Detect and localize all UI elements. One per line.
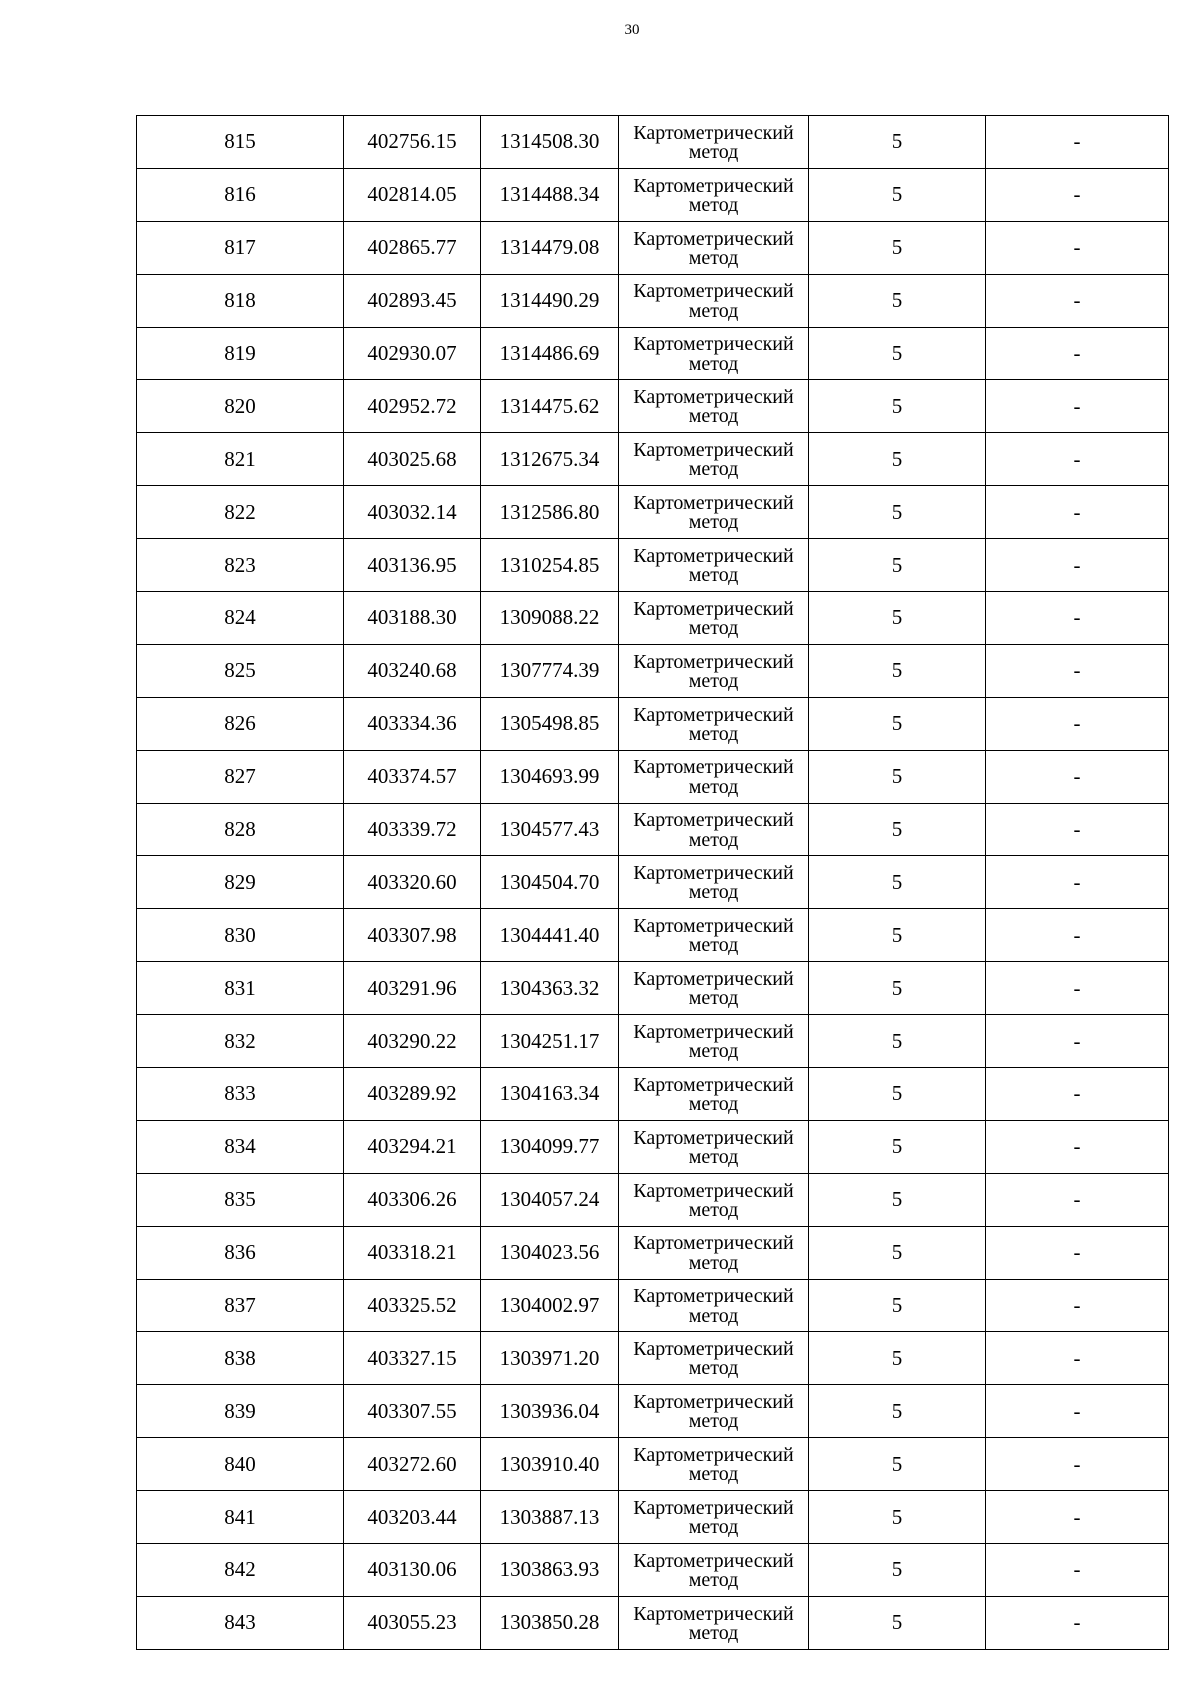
note-cell: - bbox=[986, 1544, 1169, 1597]
method-cell bbox=[619, 168, 809, 221]
method-line-1: Картометрический bbox=[633, 333, 794, 356]
y-coordinate-cell: 1312675.34 bbox=[481, 433, 619, 486]
point-number-cell: 828 bbox=[137, 803, 344, 856]
accuracy-cell: 5 bbox=[809, 1015, 986, 1068]
method-cell bbox=[619, 221, 809, 274]
table-row bbox=[137, 1015, 1169, 1068]
table-row bbox=[137, 1173, 1169, 1226]
accuracy-cell: 5 bbox=[809, 433, 986, 486]
point-number-cell: 815 bbox=[137, 116, 344, 169]
note-cell: - bbox=[986, 1015, 1169, 1068]
y-coordinate-cell: 1304099.77 bbox=[481, 1120, 619, 1173]
y-coordinate-cell: 1304023.56 bbox=[481, 1226, 619, 1279]
method-line-2: метод bbox=[688, 987, 739, 1010]
accuracy-cell: 5 bbox=[809, 1279, 986, 1332]
method-cell bbox=[619, 1015, 809, 1068]
method-cell bbox=[619, 1226, 809, 1279]
accuracy-cell: 5 bbox=[809, 592, 986, 645]
method-cell bbox=[619, 1173, 809, 1226]
point-number-cell: 840 bbox=[137, 1438, 344, 1491]
point-number-cell: 824 bbox=[137, 592, 344, 645]
method-cell bbox=[619, 1385, 809, 1438]
method-line-2: метод bbox=[688, 1198, 739, 1221]
method-line-1: Картометрический bbox=[633, 1391, 794, 1414]
x-coordinate-cell: 403289.92 bbox=[344, 1068, 481, 1121]
point-number-cell: 821 bbox=[137, 433, 344, 486]
method-cell bbox=[619, 856, 809, 909]
accuracy-cell: 5 bbox=[809, 1491, 986, 1544]
table-row bbox=[137, 1596, 1169, 1649]
method-cell bbox=[619, 539, 809, 592]
method-cell bbox=[619, 1279, 809, 1332]
y-coordinate-cell: 1303887.13 bbox=[481, 1491, 619, 1544]
table-row bbox=[137, 539, 1169, 592]
method-line-1: Картометрический bbox=[633, 1020, 794, 1043]
accuracy-cell: 5 bbox=[809, 1438, 986, 1491]
x-coordinate-cell: 403291.96 bbox=[344, 962, 481, 1015]
method-cell bbox=[619, 592, 809, 645]
point-number-cell: 819 bbox=[137, 327, 344, 380]
method-line-1: Картометрический bbox=[633, 756, 794, 779]
note-cell: - bbox=[986, 168, 1169, 221]
note-cell: - bbox=[986, 1385, 1169, 1438]
method-line-1: Картометрический bbox=[633, 1179, 794, 1202]
method-line-2: метод bbox=[688, 775, 739, 798]
y-coordinate-cell: 1304441.40 bbox=[481, 909, 619, 962]
method-line-2: метод bbox=[688, 828, 739, 851]
point-number-cell: 817 bbox=[137, 221, 344, 274]
point-number-cell: 841 bbox=[137, 1491, 344, 1544]
point-number-cell: 831 bbox=[137, 962, 344, 1015]
x-coordinate-cell: 402952.72 bbox=[344, 380, 481, 433]
table-row bbox=[137, 1279, 1169, 1332]
note-cell: - bbox=[986, 1068, 1169, 1121]
method-line-2: метод bbox=[688, 352, 739, 375]
method-cell bbox=[619, 433, 809, 486]
table-row bbox=[137, 380, 1169, 433]
accuracy-cell: 5 bbox=[809, 1596, 986, 1649]
note-cell: - bbox=[986, 1491, 1169, 1544]
accuracy-cell: 5 bbox=[809, 1120, 986, 1173]
point-number-cell: 835 bbox=[137, 1173, 344, 1226]
x-coordinate-cell: 403339.72 bbox=[344, 803, 481, 856]
x-coordinate-cell: 403334.36 bbox=[344, 697, 481, 750]
method-line-2: метод bbox=[688, 1357, 739, 1380]
table-row bbox=[137, 486, 1169, 539]
accuracy-cell: 5 bbox=[809, 1226, 986, 1279]
y-coordinate-cell: 1304002.97 bbox=[481, 1279, 619, 1332]
note-cell: - bbox=[986, 116, 1169, 169]
method-line-1: Картометрический bbox=[633, 703, 794, 726]
y-coordinate-cell: 1307774.39 bbox=[481, 644, 619, 697]
note-cell: - bbox=[986, 327, 1169, 380]
method-cell bbox=[619, 1596, 809, 1649]
method-line-1: Картометрический bbox=[633, 1073, 794, 1096]
x-coordinate-cell: 403307.98 bbox=[344, 909, 481, 962]
x-coordinate-cell: 403025.68 bbox=[344, 433, 481, 486]
method-line-1: Картометрический bbox=[633, 174, 794, 197]
note-cell: - bbox=[986, 856, 1169, 909]
method-line-2: метод bbox=[688, 669, 739, 692]
accuracy-cell: 5 bbox=[809, 116, 986, 169]
point-number-cell: 842 bbox=[137, 1544, 344, 1597]
method-line-1: Картометрический bbox=[633, 915, 794, 938]
y-coordinate-cell: 1314508.30 bbox=[481, 116, 619, 169]
method-cell bbox=[619, 116, 809, 169]
note-cell: - bbox=[986, 1332, 1169, 1385]
note-cell: - bbox=[986, 1279, 1169, 1332]
y-coordinate-cell: 1303971.20 bbox=[481, 1332, 619, 1385]
note-cell: - bbox=[986, 1226, 1169, 1279]
method-cell bbox=[619, 962, 809, 1015]
method-line-2: метод bbox=[688, 1145, 739, 1168]
note-cell: - bbox=[986, 433, 1169, 486]
accuracy-cell: 5 bbox=[809, 1544, 986, 1597]
method-line-2: метод bbox=[688, 1304, 739, 1327]
note-cell: - bbox=[986, 1173, 1169, 1226]
accuracy-cell: 5 bbox=[809, 750, 986, 803]
x-coordinate-cell: 402865.77 bbox=[344, 221, 481, 274]
method-line-2: метод bbox=[688, 1463, 739, 1486]
method-cell bbox=[619, 1068, 809, 1121]
method-line-1: Картометрический bbox=[633, 1338, 794, 1361]
method-line-1: Картометрический bbox=[633, 1126, 794, 1149]
table-row bbox=[137, 1491, 1169, 1544]
note-cell: - bbox=[986, 380, 1169, 433]
method-line-2: метод bbox=[688, 1568, 739, 1591]
method-line-1: Картометрический bbox=[633, 1496, 794, 1519]
note-cell: - bbox=[986, 539, 1169, 592]
method-line-1: Картометрический bbox=[633, 650, 794, 673]
method-cell bbox=[619, 1332, 809, 1385]
method-cell bbox=[619, 803, 809, 856]
method-cell bbox=[619, 380, 809, 433]
page-number: 30 bbox=[624, 22, 640, 38]
y-coordinate-cell: 1314488.34 bbox=[481, 168, 619, 221]
method-line-2: метод bbox=[688, 1092, 739, 1115]
table-row bbox=[137, 274, 1169, 327]
x-coordinate-cell: 403374.57 bbox=[344, 750, 481, 803]
table-row bbox=[137, 221, 1169, 274]
method-cell bbox=[619, 1491, 809, 1544]
point-number-cell: 823 bbox=[137, 539, 344, 592]
y-coordinate-cell: 1303863.93 bbox=[481, 1544, 619, 1597]
y-coordinate-cell: 1304251.17 bbox=[481, 1015, 619, 1068]
point-number-cell: 837 bbox=[137, 1279, 344, 1332]
method-line-1: Картометрический bbox=[633, 1444, 794, 1467]
note-cell: - bbox=[986, 750, 1169, 803]
method-line-2: метод bbox=[688, 299, 739, 322]
table-row bbox=[137, 856, 1169, 909]
method-line-1: Картометрический bbox=[633, 968, 794, 990]
method-cell bbox=[619, 486, 809, 539]
y-coordinate-cell: 1304163.34 bbox=[481, 1068, 619, 1121]
x-coordinate-cell: 402756.15 bbox=[344, 116, 481, 169]
note-cell: - bbox=[986, 1596, 1169, 1649]
x-coordinate-cell: 403307.55 bbox=[344, 1385, 481, 1438]
note-cell: - bbox=[986, 592, 1169, 645]
method-cell bbox=[619, 909, 809, 962]
point-number-cell: 843 bbox=[137, 1596, 344, 1649]
point-number-cell: 827 bbox=[137, 750, 344, 803]
table-row bbox=[137, 116, 1169, 169]
x-coordinate-cell: 403325.52 bbox=[344, 1279, 481, 1332]
x-coordinate-cell: 402814.05 bbox=[344, 168, 481, 221]
accuracy-cell: 5 bbox=[809, 168, 986, 221]
method-line-2: метод bbox=[688, 1410, 739, 1433]
method-line-2: метод bbox=[688, 881, 739, 904]
y-coordinate-cell: 1304504.70 bbox=[481, 856, 619, 909]
table-row bbox=[137, 1385, 1169, 1438]
method-line-1: Картометрический bbox=[633, 1232, 794, 1255]
note-cell: - bbox=[986, 1120, 1169, 1173]
method-line-2: метод bbox=[688, 564, 739, 587]
method-line-1: Картометрический bbox=[633, 597, 794, 620]
method-line-1: Картометрический bbox=[633, 1549, 794, 1572]
note-cell: - bbox=[986, 221, 1169, 274]
y-coordinate-cell: 1305498.85 bbox=[481, 697, 619, 750]
x-coordinate-cell: 403240.68 bbox=[344, 644, 481, 697]
method-line-1: Картометрический bbox=[633, 809, 794, 832]
x-coordinate-cell: 403290.22 bbox=[344, 1015, 481, 1068]
y-coordinate-cell: 1304577.43 bbox=[481, 803, 619, 856]
point-number-cell: 818 bbox=[137, 274, 344, 327]
y-coordinate-cell: 1314486.69 bbox=[481, 327, 619, 380]
note-cell: - bbox=[986, 803, 1169, 856]
x-coordinate-cell: 403032.14 bbox=[344, 486, 481, 539]
y-coordinate-cell: 1304363.32 bbox=[481, 962, 619, 1015]
point-number-cell: 834 bbox=[137, 1120, 344, 1173]
table-row bbox=[137, 168, 1169, 221]
table-row bbox=[137, 1226, 1169, 1279]
point-number-cell: 833 bbox=[137, 1068, 344, 1121]
method-cell bbox=[619, 644, 809, 697]
accuracy-cell: 5 bbox=[809, 909, 986, 962]
coordinates-table bbox=[136, 115, 1169, 1650]
accuracy-cell: 5 bbox=[809, 697, 986, 750]
accuracy-cell: 5 bbox=[809, 327, 986, 380]
note-cell: - bbox=[986, 274, 1169, 327]
y-coordinate-cell: 1303910.40 bbox=[481, 1438, 619, 1491]
method-line-2: метод bbox=[688, 1621, 739, 1644]
note-cell: - bbox=[986, 1438, 1169, 1491]
method-cell bbox=[619, 1544, 809, 1597]
method-cell bbox=[619, 274, 809, 327]
coordinates-table-body bbox=[137, 116, 1169, 1650]
note-cell: - bbox=[986, 909, 1169, 962]
x-coordinate-cell: 403306.26 bbox=[344, 1173, 481, 1226]
table-row bbox=[137, 327, 1169, 380]
y-coordinate-cell: 1314479.08 bbox=[481, 221, 619, 274]
x-coordinate-cell: 403327.15 bbox=[344, 1332, 481, 1385]
y-coordinate-cell: 1314475.62 bbox=[481, 380, 619, 433]
accuracy-cell: 5 bbox=[809, 644, 986, 697]
y-coordinate-cell: 1312586.80 bbox=[481, 486, 619, 539]
note-cell: - bbox=[986, 962, 1169, 1015]
method-line-1: Картометрический bbox=[633, 1285, 794, 1308]
method-line-2: метод bbox=[688, 193, 739, 216]
method-cell bbox=[619, 697, 809, 750]
point-number-cell: 839 bbox=[137, 1385, 344, 1438]
x-coordinate-cell: 402930.07 bbox=[344, 327, 481, 380]
method-line-2: метод bbox=[688, 458, 739, 481]
accuracy-cell: 5 bbox=[809, 274, 986, 327]
method-line-2: метод bbox=[688, 1040, 739, 1063]
table-row bbox=[137, 644, 1169, 697]
point-number-cell: 832 bbox=[137, 1015, 344, 1068]
note-cell: - bbox=[986, 486, 1169, 539]
table-row bbox=[137, 697, 1169, 750]
x-coordinate-cell: 403055.23 bbox=[344, 1596, 481, 1649]
point-number-cell: 826 bbox=[137, 697, 344, 750]
table-row bbox=[137, 592, 1169, 645]
table-row bbox=[137, 909, 1169, 962]
x-coordinate-cell: 403188.30 bbox=[344, 592, 481, 645]
table-row bbox=[137, 1120, 1169, 1173]
method-cell bbox=[619, 1120, 809, 1173]
y-coordinate-cell: 1304057.24 bbox=[481, 1173, 619, 1226]
y-coordinate-cell: 1303850.28 bbox=[481, 1596, 619, 1649]
point-number-cell: 838 bbox=[137, 1332, 344, 1385]
point-number-cell: 836 bbox=[137, 1226, 344, 1279]
table-row bbox=[137, 433, 1169, 486]
note-cell: - bbox=[986, 644, 1169, 697]
point-number-cell: 816 bbox=[137, 168, 344, 221]
method-line-1: Картометрический bbox=[633, 862, 794, 885]
method-line-2: метод bbox=[688, 1251, 739, 1274]
point-number-cell: 820 bbox=[137, 380, 344, 433]
method-line-1: Картометрический bbox=[633, 439, 794, 462]
table-row bbox=[137, 1438, 1169, 1491]
accuracy-cell: 5 bbox=[809, 1385, 986, 1438]
method-cell bbox=[619, 1438, 809, 1491]
table-row bbox=[137, 1332, 1169, 1385]
method-line-1: Картометрический bbox=[633, 491, 794, 514]
accuracy-cell: 5 bbox=[809, 221, 986, 274]
y-coordinate-cell: 1309088.22 bbox=[481, 592, 619, 645]
table-row bbox=[137, 962, 1169, 1015]
method-line-1: Картометрический bbox=[633, 121, 794, 144]
method-line-2: метод bbox=[688, 616, 739, 639]
method-line-1: Картометрический bbox=[633, 386, 794, 409]
method-cell bbox=[619, 327, 809, 380]
method-line-2: метод bbox=[688, 246, 739, 269]
accuracy-cell: 5 bbox=[809, 1173, 986, 1226]
x-coordinate-cell: 403294.21 bbox=[344, 1120, 481, 1173]
x-coordinate-cell: 403130.06 bbox=[344, 1544, 481, 1597]
x-coordinate-cell: 402893.45 bbox=[344, 274, 481, 327]
method-line-2: метод bbox=[688, 511, 739, 534]
method-line-1: Картометрический bbox=[633, 227, 794, 250]
accuracy-cell: 5 bbox=[809, 380, 986, 433]
method-line-2: метод bbox=[688, 405, 739, 428]
table-row bbox=[137, 750, 1169, 803]
table-row bbox=[137, 1544, 1169, 1597]
point-number-cell: 822 bbox=[137, 486, 344, 539]
table-row bbox=[137, 803, 1169, 856]
point-number-cell: 829 bbox=[137, 856, 344, 909]
method-cell bbox=[619, 750, 809, 803]
accuracy-cell: 5 bbox=[809, 856, 986, 909]
method-line-1: Картометрический bbox=[633, 280, 794, 303]
table-row bbox=[137, 1068, 1169, 1121]
method-line-2: метод bbox=[688, 722, 739, 745]
accuracy-cell: 5 bbox=[809, 962, 986, 1015]
x-coordinate-cell: 403272.60 bbox=[344, 1438, 481, 1491]
y-coordinate-cell: 1303936.04 bbox=[481, 1385, 619, 1438]
x-coordinate-cell: 403320.60 bbox=[344, 856, 481, 909]
note-cell: - bbox=[986, 697, 1169, 750]
method-line-2: метод bbox=[688, 1516, 739, 1539]
method-line-1: Картометрический bbox=[633, 544, 794, 567]
method-line-1: Картометрический bbox=[633, 1602, 794, 1625]
accuracy-cell: 5 bbox=[809, 1068, 986, 1121]
y-coordinate-cell: 1304693.99 bbox=[481, 750, 619, 803]
accuracy-cell: 5 bbox=[809, 803, 986, 856]
accuracy-cell: 5 bbox=[809, 1332, 986, 1385]
x-coordinate-cell: 403203.44 bbox=[344, 1491, 481, 1544]
accuracy-cell: 5 bbox=[809, 539, 986, 592]
method-line-2: метод bbox=[688, 140, 739, 163]
accuracy-cell: 5 bbox=[809, 486, 986, 539]
y-coordinate-cell: 1310254.85 bbox=[481, 539, 619, 592]
x-coordinate-cell: 403318.21 bbox=[344, 1226, 481, 1279]
method-line-2: метод bbox=[688, 934, 739, 957]
y-coordinate-cell: 1314490.29 bbox=[481, 274, 619, 327]
x-coordinate-cell: 403136.95 bbox=[344, 539, 481, 592]
point-number-cell: 825 bbox=[137, 644, 344, 697]
point-number-cell: 830 bbox=[137, 909, 344, 962]
